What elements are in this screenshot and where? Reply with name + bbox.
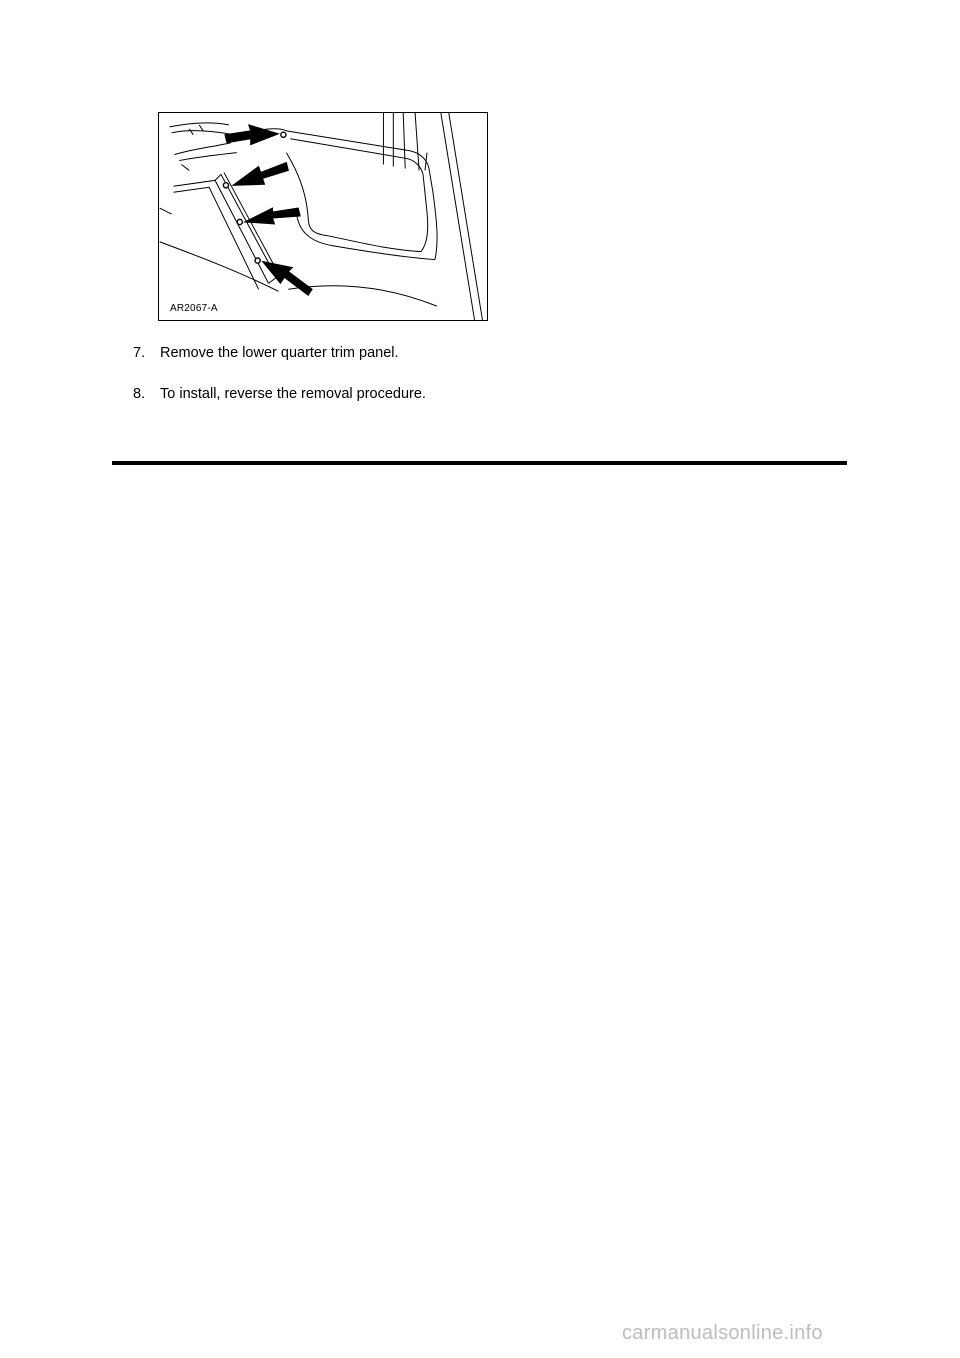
trim-edge-line <box>174 143 230 155</box>
body-contour-line <box>441 113 475 320</box>
seat-post-line <box>415 113 419 170</box>
step-text: To install, reverse the removal procedure. <box>160 386 426 402</box>
fastener-clip-icon <box>281 132 286 137</box>
fastener-clip-icon <box>255 258 260 263</box>
trim-panel-outline <box>421 174 428 251</box>
trim-edge-line <box>179 153 236 161</box>
fastener-clip-icon <box>223 183 228 188</box>
trim-edge-line <box>171 131 233 135</box>
trim-panel-outline <box>286 131 437 260</box>
body-contour-line <box>449 113 483 320</box>
trim-panel-outline <box>308 217 421 252</box>
seat-post-line <box>403 113 405 168</box>
floor-contour-line <box>160 242 279 292</box>
procedure-step-8 <box>133 385 426 403</box>
pointer-arrow-icon <box>225 125 278 145</box>
trim-edge-line <box>199 125 203 131</box>
watermark-text: carmanualsonline.info <box>622 1322 823 1344</box>
floor-contour-line <box>160 208 172 214</box>
trim-edge-line <box>181 165 189 171</box>
trim-panel-outline <box>290 139 423 175</box>
step-number: 7. <box>133 345 146 361</box>
step-number: 8. <box>133 386 146 402</box>
procedure-step-7 <box>133 344 399 362</box>
figure-code-label: AR2067-A <box>170 303 218 314</box>
section-divider <box>112 461 847 465</box>
pillar-trim-edge <box>173 180 268 283</box>
fastener-clip-icon <box>237 219 242 224</box>
pointer-arrow-icon <box>233 163 288 186</box>
illustration-drawing <box>159 113 487 320</box>
trim-edge-line <box>189 129 193 135</box>
trim-edge-line <box>169 123 228 127</box>
step-text: Remove the lower quarter trim panel. <box>160 345 399 361</box>
trim-panel-outline <box>286 153 308 217</box>
pointer-arrow-icon <box>263 262 313 296</box>
trim-panel-illustration <box>158 112 488 321</box>
pointer-arrow-icon <box>245 208 300 224</box>
trim-panel-outline <box>296 212 435 260</box>
pillar-trim-edge <box>173 187 258 289</box>
